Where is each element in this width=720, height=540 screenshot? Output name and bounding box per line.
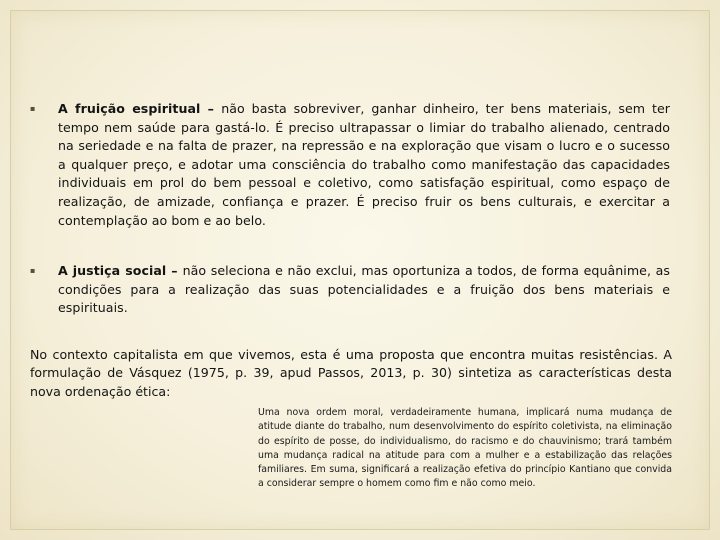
bullet-item-justica <box>30 262 670 318</box>
bullet-heading: A justiça social – <box>58 263 183 278</box>
bullet-body: não seleciona e não exclui, mas oportuniza a todos, de forma equânime, as condições para a realização das suas potencialidades e a fruição dos bens materiais e espirituais. <box>58 263 670 316</box>
bullet-text <box>58 262 670 318</box>
square-bullet-icon: ▪ <box>30 266 36 275</box>
block-quote: Uma nova ordem moral, verdadeiramente humana, implicará numa mudança de atitude diante do trabalho, num desenvolvimento do espírito coletivista, na eliminação do espírito de posse, do individualismo, do racismo e do chauvinismo; trará também uma mudança radical na atitude para com a mulher e a estabilização das relações familiares. Em suma, significará a realização efetiva do princípio Kantiano que convida a considerar sempre o homem como fim e não como meio. <box>258 407 672 490</box>
square-bullet-icon: ▪ <box>30 104 36 113</box>
bullet-item-fruicao <box>30 100 670 230</box>
bullet-body: não basta sobreviver, ganhar dinheiro, ter bens materiais, sem ter tempo nem saúde para gastá-lo. É preciso ultrapassar o limiar do trabalho alienado, centrado na seriedade e na falta de prazer, na repressão e na exploração que visam o lucro e o sucesso a qualquer preço, e adotar uma consciência do trabalho como manifestação das capacidades individuais em prol do bem pessoal e coletivo, como satisfação espiritual, como espaço de realização, de amizade, confiança e prazer. É preciso fruir os bens culturais, e exercitar a contemplação ao bom e ao belo. <box>58 101 670 228</box>
body-paragraph: No contexto capitalista em que vivemos, esta é uma proposta que encontra muitas resistências. A formulação de Vásquez (1975, p. 39, apud Passos, 2013, p. 30) sintetiza as características desta nova ordenação ética: <box>30 347 672 399</box>
bullet-text <box>58 100 670 230</box>
bullet-heading: A fruição espiritual – <box>58 101 222 116</box>
